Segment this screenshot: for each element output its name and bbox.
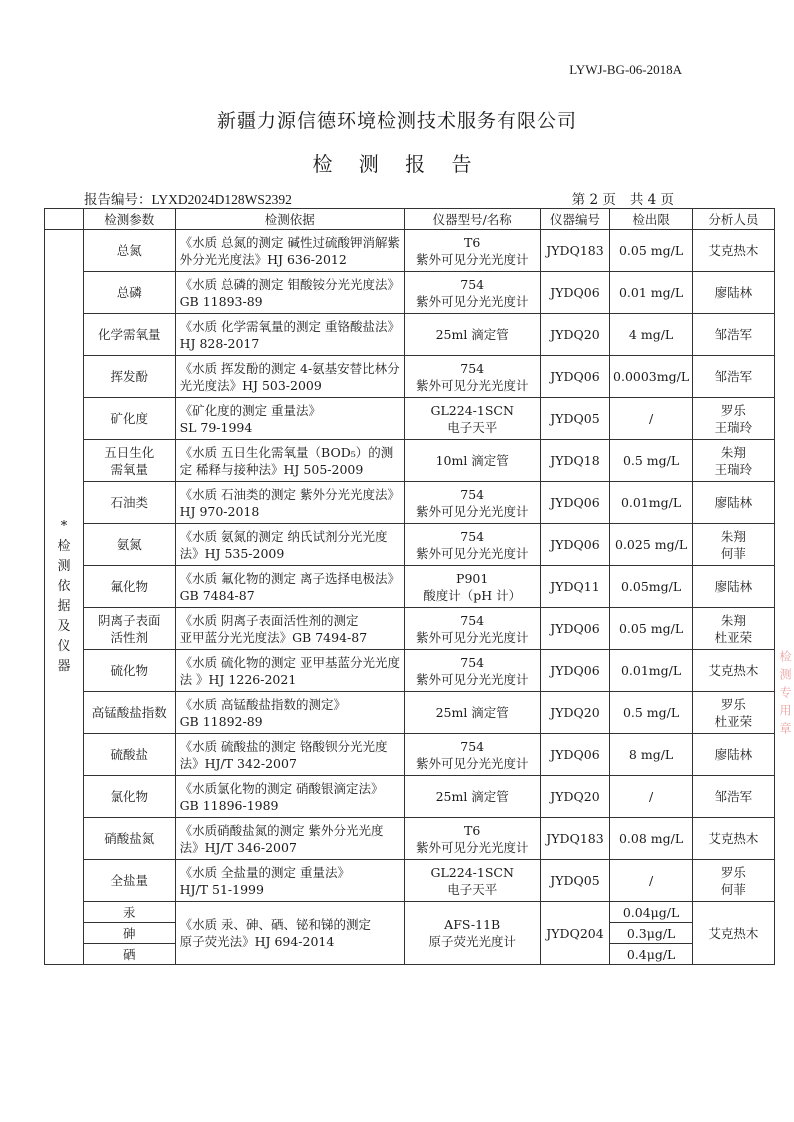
- company-name: 新疆力源信德环境检测技术服务有限公司: [216, 110, 577, 132]
- analyst-cell: 罗乐 杜亚荣: [692, 692, 774, 734]
- table-row: [45, 482, 775, 524]
- analyst-cell: 邹浩军: [692, 314, 774, 356]
- instrument-cell: P901 酸度计（pH 计）: [404, 566, 540, 608]
- report-meta: [84, 188, 674, 206]
- detection-limit-cell: 0.025 mg/L: [610, 524, 692, 566]
- category-label: *检测依据及仪器: [57, 519, 71, 674]
- instrument-no-cell: JYDQ06: [540, 272, 610, 314]
- document-code: LYWJ-BG-06-2018A: [569, 62, 682, 77]
- instrument-cell: 10ml 滴定管: [404, 440, 540, 482]
- param-cell: 总磷: [84, 272, 176, 314]
- instrument-no-cell: JYDQ06: [540, 482, 610, 524]
- instrument-no-cell: JYDQ06: [540, 650, 610, 692]
- table-row: [45, 776, 775, 818]
- basis-cell: 《水质 硫化物的测定 亚甲基蓝分光光度法 》HJ 1226-2021: [175, 650, 404, 692]
- category-header-cell: [45, 209, 84, 230]
- table-row: [45, 314, 775, 356]
- basis-cell: 《水质 氨氮的测定 纳氏试剂分光光度法》HJ 535-2009: [175, 524, 404, 566]
- param-cell: 氨氮: [84, 524, 176, 566]
- param-cell: 总氮: [84, 230, 176, 272]
- page-total: 共 4 页: [629, 192, 674, 208]
- param-cell: 挥发酚: [84, 356, 176, 398]
- detection-limit-cell: 0.01mg/L: [610, 482, 692, 524]
- table-row: [45, 440, 775, 482]
- header-analyst: 分析人员: [692, 209, 774, 230]
- detection-limit-cell: 0.3μg/L: [610, 923, 692, 944]
- seal-stamp-fragment: 检测专用章: [778, 650, 792, 740]
- param-cell: 五日生化 需氧量: [84, 440, 176, 482]
- detection-limit-cell: 0.4μg/L: [610, 944, 692, 965]
- basis-cell: 《水质 化学需氧量的测定 重铬酸盐法》HJ 828-2017: [175, 314, 404, 356]
- instrument-cell: T6 紫外可见分光光度计: [404, 818, 540, 860]
- param-cell: 硫化物: [84, 650, 176, 692]
- instrument-cell: AFS-11B 原子荧光光度计: [404, 902, 540, 965]
- analyst-cell: 邹浩军: [692, 356, 774, 398]
- instrument-cell: 754 紫外可见分光光度计: [404, 482, 540, 524]
- basis-cell: 《水质 高锰酸盐指数的测定》 GB 11892-89: [175, 692, 404, 734]
- basis-cell: 《矿化度的测定 重量法》 SL 79-1994: [175, 398, 404, 440]
- header-instrument: 仪器型号/名称: [404, 209, 540, 230]
- basis-cell: 《水质硝酸盐氮的测定 紫外分光光度法》HJ/T 346-2007: [175, 818, 404, 860]
- analyst-cell: 艾克热木: [692, 902, 774, 965]
- instrument-cell: 25ml 滴定管: [404, 314, 540, 356]
- instrument-no-cell: JYDQ18: [540, 440, 610, 482]
- detection-limit-cell: 0.5 mg/L: [610, 440, 692, 482]
- param-cell: 硒: [84, 944, 176, 965]
- page-number: 第 2 页: [571, 192, 616, 208]
- instrument-no-cell: JYDQ11: [540, 566, 610, 608]
- detection-limit-cell: 0.5 mg/L: [610, 692, 692, 734]
- param-cell: 氟化物: [84, 566, 176, 608]
- instrument-no-cell: JYDQ204: [540, 902, 610, 965]
- basis-cell: 《水质 汞、砷、硒、铋和锑的测定 原子荧光法》HJ 694-2014: [175, 902, 404, 965]
- instrument-no-cell: JYDQ20: [540, 692, 610, 734]
- page-indicator: [558, 188, 674, 208]
- analyst-cell: 朱翔 杜亚荣: [692, 608, 774, 650]
- analyst-cell: 邹浩军: [692, 776, 774, 818]
- analyst-cell: 朱翔 王瑞玲: [692, 440, 774, 482]
- header-instrument-no: 仪器编号: [540, 209, 610, 230]
- instrument-cell: 754 紫外可见分光光度计: [404, 356, 540, 398]
- basis-cell: 《水质 全盐量的测定 重量法》 HJ/T 51-1999: [175, 860, 404, 902]
- param-cell: 硫酸盐: [84, 734, 176, 776]
- instrument-cell: 25ml 滴定管: [404, 692, 540, 734]
- detection-limit-cell: 0.0003mg/L: [610, 356, 692, 398]
- detection-limit-cell: 0.05 mg/L: [610, 608, 692, 650]
- instrument-no-cell: JYDQ20: [540, 314, 610, 356]
- report-title: 检 测 报 告: [312, 152, 482, 176]
- table-header-row: [45, 209, 775, 230]
- instrument-cell: 754 紫外可见分光光度计: [404, 524, 540, 566]
- instrument-no-cell: JYDQ183: [540, 230, 610, 272]
- report-number: 报告编号：LYXD2024D128WS2392: [84, 192, 292, 207]
- analyst-cell: 朱翔 何菲: [692, 524, 774, 566]
- detection-limit-cell: 8 mg/L: [610, 734, 692, 776]
- instrument-cell: 754 紫外可见分光光度计: [404, 608, 540, 650]
- table-row: [45, 524, 775, 566]
- instrument-no-cell: JYDQ06: [540, 608, 610, 650]
- param-cell: 硝酸盐氮: [84, 818, 176, 860]
- table-body: [45, 230, 775, 965]
- param-cell: 汞: [84, 902, 176, 923]
- instrument-no-cell: JYDQ06: [540, 356, 610, 398]
- basis-cell: 《水质 挥发酚的测定 4-氨基安替比林分光光度法》HJ 503-2009: [175, 356, 404, 398]
- analyst-cell: 罗乐 何菲: [692, 860, 774, 902]
- instrument-no-cell: JYDQ183: [540, 818, 610, 860]
- param-cell: 阴离子表面 活性剂: [84, 608, 176, 650]
- table-row: [45, 734, 775, 776]
- analyst-cell: 廖陆林: [692, 566, 774, 608]
- table-row: [45, 608, 775, 650]
- analyst-cell: 艾克热木: [692, 230, 774, 272]
- param-cell: 氯化物: [84, 776, 176, 818]
- instrument-no-cell: JYDQ20: [540, 776, 610, 818]
- table-row: [45, 860, 775, 902]
- table-row: [45, 230, 775, 272]
- table-row: [45, 818, 775, 860]
- detection-limit-cell: 0.05 mg/L: [610, 230, 692, 272]
- basis-cell: 《水质氯化物的测定 硝酸银滴定法》GB 11896-1989: [175, 776, 404, 818]
- analyst-cell: 廖陆林: [692, 734, 774, 776]
- instrument-no-cell: JYDQ05: [540, 398, 610, 440]
- instrument-no-cell: JYDQ06: [540, 524, 610, 566]
- instrument-cell: 754 紫外可见分光光度计: [404, 272, 540, 314]
- instrument-cell: 754 紫外可见分光光度计: [404, 650, 540, 692]
- header-param: 检测参数: [84, 209, 176, 230]
- detection-limit-cell: /: [610, 398, 692, 440]
- basis-cell: 《水质 阴离子表面活性剂的测定 亚甲蓝分光光度法》GB 7494-87: [175, 608, 404, 650]
- detection-limit-cell: /: [610, 860, 692, 902]
- instrument-cell: GL224-1SCN 电子天平: [404, 398, 540, 440]
- param-cell: 矿化度: [84, 398, 176, 440]
- detection-limit-cell: 0.04μg/L: [610, 902, 692, 923]
- basis-cell: 《水质 硫酸盐的测定 铬酸钡分光光度法》HJ/T 342-2007: [175, 734, 404, 776]
- analyst-cell: 罗乐 王瑞玲: [692, 398, 774, 440]
- table-row: [45, 902, 775, 923]
- instrument-cell: GL224-1SCN 电子天平: [404, 860, 540, 902]
- table-row: [45, 566, 775, 608]
- detection-limit-cell: 4 mg/L: [610, 314, 692, 356]
- detection-limit-cell: /: [610, 776, 692, 818]
- category-cell: [45, 230, 84, 965]
- table-row: [45, 272, 775, 314]
- basis-cell: 《水质 石油类的测定 紫外分光光度法》HJ 970-2018: [175, 482, 404, 524]
- param-cell: 化学需氧量: [84, 314, 176, 356]
- detection-limit-cell: 0.01 mg/L: [610, 272, 692, 314]
- instrument-cell: 754 紫外可见分光光度计: [404, 734, 540, 776]
- instrument-cell: T6 紫外可见分光光度计: [404, 230, 540, 272]
- analyst-cell: 艾克热木: [692, 818, 774, 860]
- basis-cell: 《水质 总氮的测定 碱性过硫酸钾消解紫外分光光度法》HJ 636-2012: [175, 230, 404, 272]
- analyst-cell: 廖陆林: [692, 482, 774, 524]
- param-cell: 高锰酸盐指数: [84, 692, 176, 734]
- instrument-no-cell: JYDQ06: [540, 734, 610, 776]
- instrument-cell: 25ml 滴定管: [404, 776, 540, 818]
- analyst-cell: 艾克热木: [692, 650, 774, 692]
- header-limit: 检出限: [610, 209, 692, 230]
- table-row: [45, 650, 775, 692]
- param-cell: 全盐量: [84, 860, 176, 902]
- basis-cell: 《水质 五日生化需氧量（BOD₅）的测定 稀释与接种法》HJ 505-2009: [175, 440, 404, 482]
- detection-limit-cell: 0.05mg/L: [610, 566, 692, 608]
- testing-basis-table: [44, 208, 775, 965]
- basis-cell: 《水质 氟化物的测定 离子选择电极法》GB 7484-87: [175, 566, 404, 608]
- header-basis: 检测依据: [175, 209, 404, 230]
- param-cell: 砷: [84, 923, 176, 944]
- detection-limit-cell: 0.08 mg/L: [610, 818, 692, 860]
- table-row: [45, 356, 775, 398]
- analyst-cell: 廖陆林: [692, 272, 774, 314]
- param-cell: 石油类: [84, 482, 176, 524]
- instrument-no-cell: JYDQ05: [540, 860, 610, 902]
- table-row: [45, 692, 775, 734]
- table-row: [45, 398, 775, 440]
- basis-cell: 《水质 总磷的测定 钼酸铵分光光度法》GB 11893-89: [175, 272, 404, 314]
- detection-limit-cell: 0.01mg/L: [610, 650, 692, 692]
